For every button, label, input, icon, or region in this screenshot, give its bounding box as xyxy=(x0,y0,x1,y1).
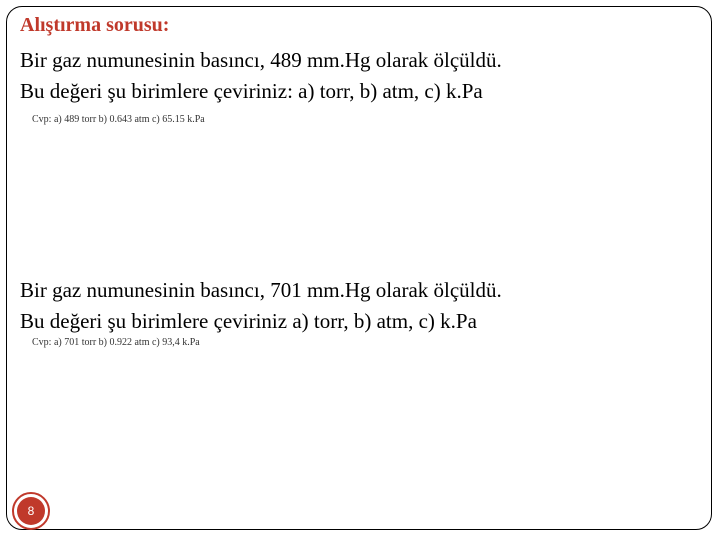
exercise-title: Alıştırma sorusu: xyxy=(20,14,170,36)
question-2-line-1: Bir gaz numunesinin basıncı, 701 mm.Hg olarak ölçüldü. xyxy=(20,278,502,302)
question-1-answer: Cvp: a) 489 torr b) 0.643 atm c) 65.15 k.Pa xyxy=(32,114,205,125)
question-1-line-1: Bir gaz numunesinin basıncı, 489 mm.Hg olarak ölçüldü. xyxy=(20,48,502,72)
question-2-line-2: Bu değeri şu birimlere çeviriniz a) torr, b) atm, c) k.Pa xyxy=(20,309,477,333)
page-number: 8 xyxy=(17,497,45,525)
question-1-line-2: Bu değeri şu birimlere çeviriniz: a) torr, b) atm, c) k.Pa xyxy=(20,79,483,103)
page-number-badge xyxy=(12,492,50,530)
question-2-answer: Cvp: a) 701 torr b) 0.922 atm c) 93,4 k.Pa xyxy=(32,337,200,348)
